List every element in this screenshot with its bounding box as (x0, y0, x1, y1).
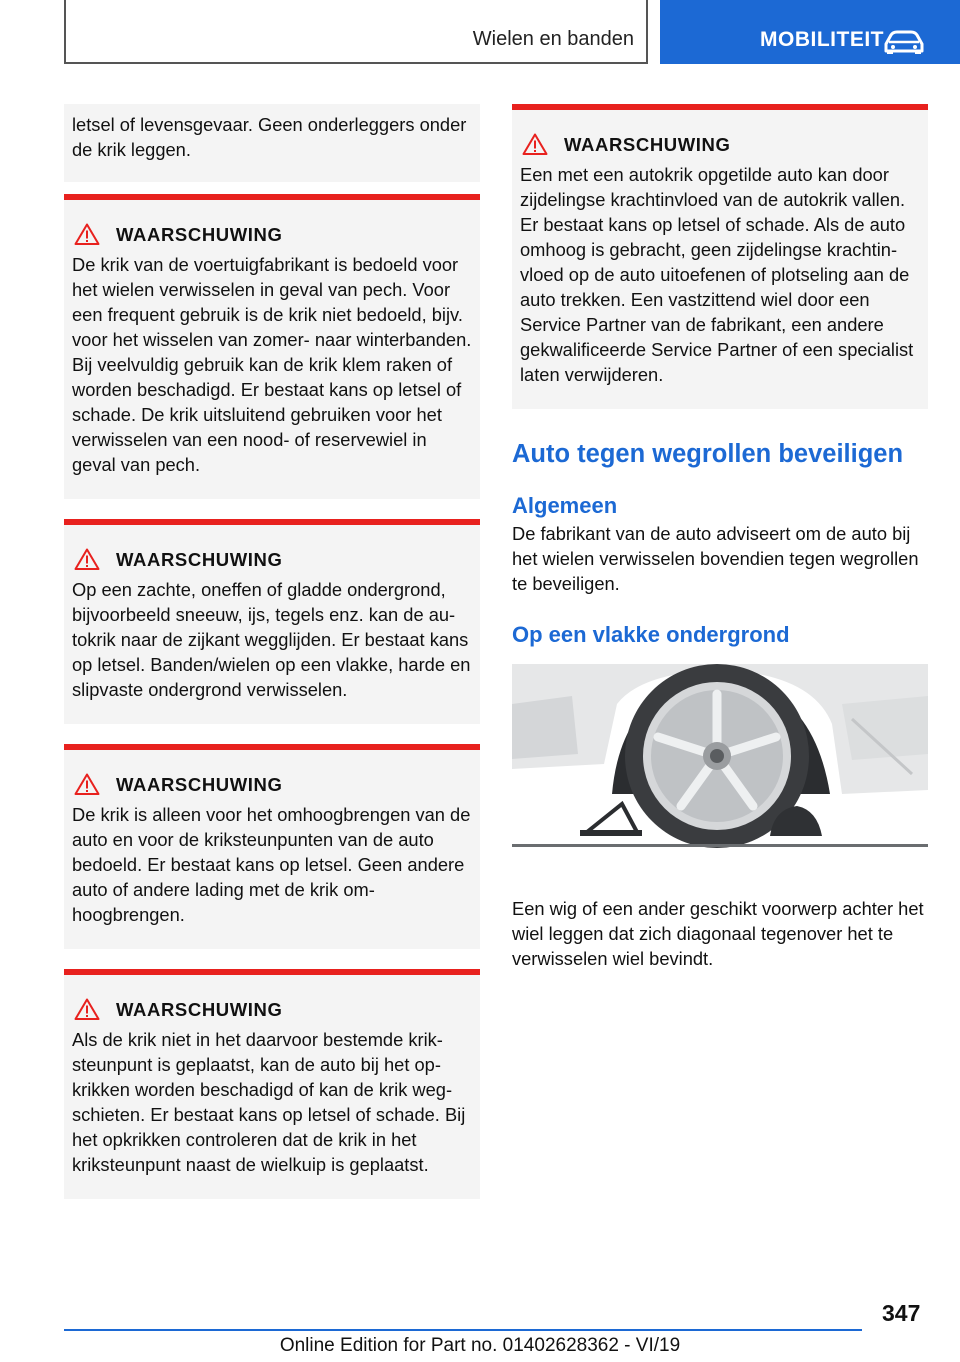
footer-divider (64, 1329, 862, 1331)
warning-title: WAARSCHUWING (564, 133, 731, 155)
warning-header (72, 545, 472, 573)
subheading-flat-surface: Op een vlakke ondergrond (512, 622, 790, 647)
page-number: 347 (882, 1300, 921, 1326)
warning-triangle-icon (522, 133, 548, 155)
warning-text: De krik is alleen voor het omhoogbrengen van de auto en voor de kriksteunpunten van de auto bedoeld. Er bestaat kans op letsel. Geen andere auto of andere lading met de krik omhoogbrengen. (72, 804, 471, 925)
warning-box (64, 969, 480, 1199)
continued-text: letsel of levensgevaar. Geen onderleggers onder de krik leggen. (72, 114, 467, 160)
chapter-title: MOBILITEIT (760, 28, 884, 51)
left-column (64, 104, 480, 1219)
warning-title: WAARSCHUWING (116, 998, 283, 1020)
header-section-tab (64, 0, 648, 64)
warning-triangle-icon (74, 548, 100, 570)
edition-footer: Online Edition for Part no. 01402628362 - VI/19 (279, 1335, 681, 1356)
header-chapter-tab (660, 0, 960, 64)
warning-header (72, 220, 472, 248)
warning-text: De krik van de voertuigfabrikant is bedoeld voor het wielen verwisselen in geval van pech. Voor een frequent gebruik is de krik niet bedoeld, bijv. voor het wisselen van zomer- naar winterbanden. Bij veelvuldig gebruik kan de krik klem raken of worden beschadigd. Er bestaat kans op letsel of schade. De krik uitsluitend gebruiken voor het verwisselen van een nood- of reservewiel in geval van pech. (72, 254, 472, 475)
warning-text: Als de krik niet in het daarvoor bestemde kriksteunpunt is geplaatst, kan de auto bij het opkrikken worden beschadigd of kan de krik wegschieten. Er bestaat kans op letsel of schade. Bij het opkrikken controleren dat de krik in het kriksteunpunt naast de wielkuip is geplaatst. (72, 1029, 466, 1175)
subheading-general: Algemeen (512, 493, 618, 518)
right-column (512, 104, 928, 971)
warning-title: WAARSCHUWING (116, 223, 283, 245)
continued-warning-box (64, 104, 480, 182)
warning-box (64, 519, 480, 724)
warning-triangle-icon (74, 223, 100, 245)
warning-triangle-icon (74, 998, 100, 1020)
warning-box (64, 744, 480, 949)
general-paragraph: De fabrikant van de auto adviseert om de auto bij het wielen verwisselen bovendien tegen wegrollen te beveiligen. (512, 523, 919, 594)
warning-triangle-icon (74, 773, 100, 795)
warning-box (512, 104, 928, 409)
flat-surface-paragraph: Een wig of een ander geschikt voorwerp achter het wiel leggen dat zich diagonaal tegenover het te verwisselen wiel bevindt. (512, 898, 924, 969)
warning-title: WAARSCHUWING (116, 548, 283, 570)
warning-text: Op een zachte, oneffen of gladde ondergrond, bijvoorbeeld sneeuw, ijs, tegels enz. kan de autokrik naar de zijkant wegglijden. Er bestaat kans op letsel. Banden/wielen op een vlakke, harde en slipvaste ondergrond verwisselen. (72, 579, 471, 700)
warning-text: Een met een autokrik opgetilde auto kan door zijdelingse krachtinvloed van de autokrik vallen. Er bestaat kans op letsel of schade. Als de auto omhoog is gebracht, geen zijdelingse krachtinvloed op de auto uitoefenen of plotseling aan de auto trekken. Een vastzittend wiel door een Service Partner van de fabrikant, een andere gekwalificeerde Service Partner of een specialist laten verwijderen. (520, 164, 914, 385)
car-icon (882, 30, 926, 54)
section-heading: Auto tegen wegrollen beveiligen (512, 440, 904, 468)
section-title: Wielen en banden (472, 28, 634, 50)
warning-box (64, 194, 480, 499)
warning-title: WAARSCHUWING (116, 773, 283, 795)
warning-header (72, 995, 472, 1023)
warning-header (72, 770, 472, 798)
warning-header (520, 130, 920, 158)
wheel-illustration (512, 664, 928, 850)
